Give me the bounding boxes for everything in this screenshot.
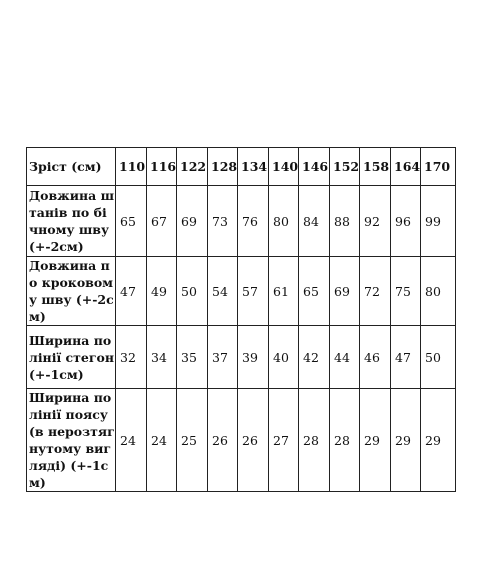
value-cell: 50 [421, 326, 456, 389]
value-cell: 24 [116, 389, 147, 492]
row-label: Довжина штанів по бічному шву (+-2см) [27, 186, 116, 257]
value-cell: 47 [116, 257, 147, 326]
size-header-cell: 140 [269, 148, 299, 186]
table-header-row [27, 148, 456, 186]
size-header-cell: 128 [208, 148, 238, 186]
value-cell: 47 [391, 326, 421, 389]
value-cell: 25 [177, 389, 208, 492]
table-row-inseam-length [27, 257, 456, 326]
value-cell: 34 [147, 326, 177, 389]
value-cell: 39 [238, 326, 269, 389]
size-header-cell: 170 [421, 148, 456, 186]
table-row-side-seam-length [27, 186, 456, 257]
value-cell: 80 [269, 186, 299, 257]
value-cell: 49 [147, 257, 177, 326]
value-cell: 96 [391, 186, 421, 257]
value-cell: 92 [360, 186, 391, 257]
value-cell: 29 [391, 389, 421, 492]
value-cell: 29 [360, 389, 391, 492]
size-header-cell: 110 [116, 148, 147, 186]
value-cell: 88 [330, 186, 360, 257]
size-header-cell: 116 [147, 148, 177, 186]
size-header-cell: 134 [238, 148, 269, 186]
value-cell: 40 [269, 326, 299, 389]
value-cell: 29 [421, 389, 456, 492]
value-cell: 65 [299, 257, 330, 326]
table-row-waist-width [27, 389, 456, 492]
row-label: Ширина по лінії поясу (в нерозтягнутому вигляді) (+-1см) [27, 389, 116, 492]
value-cell: 26 [208, 389, 238, 492]
value-cell: 32 [116, 326, 147, 389]
value-cell: 35 [177, 326, 208, 389]
value-cell: 72 [360, 257, 391, 326]
row-label: Довжина по кроковому шву (+-2см) [27, 257, 116, 326]
value-cell: 42 [299, 326, 330, 389]
value-cell: 65 [116, 186, 147, 257]
value-cell: 73 [208, 186, 238, 257]
value-cell: 76 [238, 186, 269, 257]
value-cell: 69 [177, 186, 208, 257]
size-header-cell: 158 [360, 148, 391, 186]
size-header-cell: 152 [330, 148, 360, 186]
size-header-cell: 122 [177, 148, 208, 186]
value-cell: 69 [330, 257, 360, 326]
size-chart-table [26, 147, 456, 492]
value-cell: 61 [269, 257, 299, 326]
value-cell: 84 [299, 186, 330, 257]
size-header-cell: 146 [299, 148, 330, 186]
value-cell: 28 [299, 389, 330, 492]
row-label: Ширина по лінії стегон (+-1см) [27, 326, 116, 389]
value-cell: 75 [391, 257, 421, 326]
value-cell: 54 [208, 257, 238, 326]
value-cell: 50 [177, 257, 208, 326]
table-row-hip-width [27, 326, 456, 389]
value-cell: 44 [330, 326, 360, 389]
value-cell: 24 [147, 389, 177, 492]
value-cell: 80 [421, 257, 456, 326]
value-cell: 46 [360, 326, 391, 389]
value-cell: 28 [330, 389, 360, 492]
value-cell: 37 [208, 326, 238, 389]
size-header-cell: 164 [391, 148, 421, 186]
value-cell: 67 [147, 186, 177, 257]
value-cell: 57 [238, 257, 269, 326]
value-cell: 26 [238, 389, 269, 492]
value-cell: 27 [269, 389, 299, 492]
value-cell: 99 [421, 186, 456, 257]
header-label-height: Зріст (см) [27, 148, 116, 186]
